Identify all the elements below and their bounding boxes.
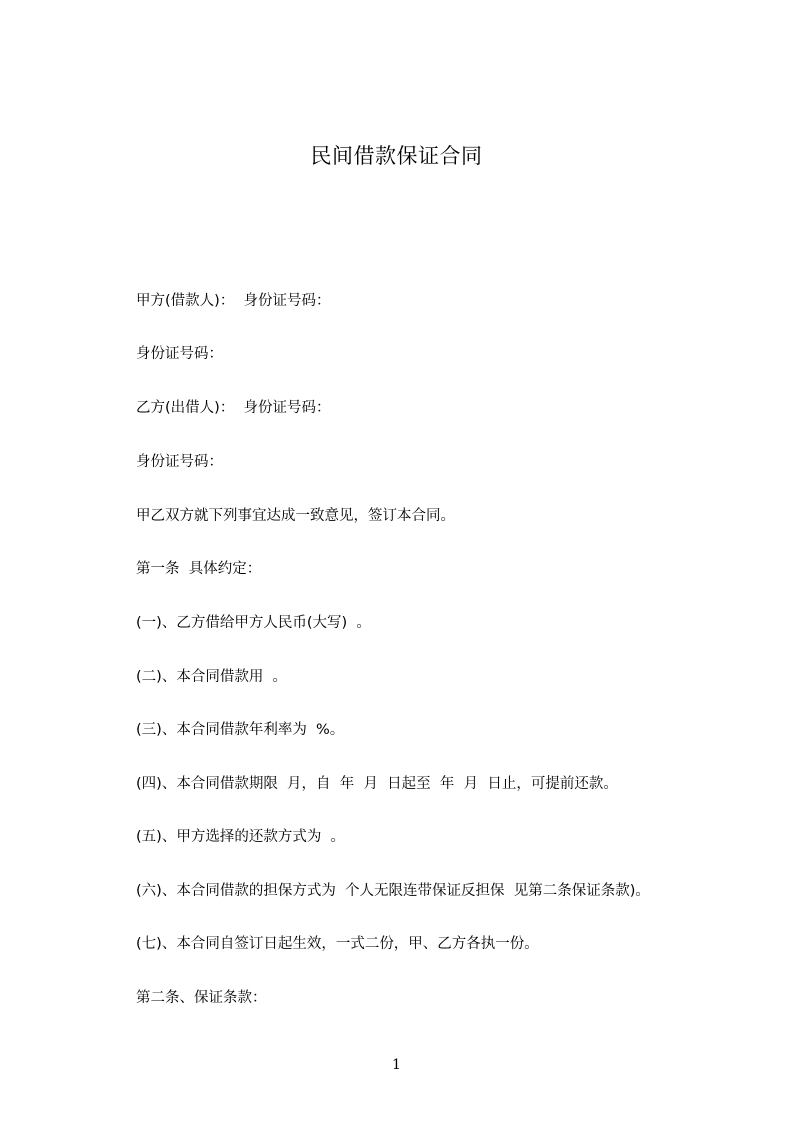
clause-1: (一)、乙方借给甲方人民币(大写) 。 xyxy=(136,615,371,631)
article-two-heading: 第二条、保证条款： xyxy=(136,990,267,1006)
page-number: 1 xyxy=(392,1057,401,1073)
agreement-intro: 甲乙双方就下列事宜达成一致意见，签订本合同。 xyxy=(136,508,455,524)
party-a-id-line: 身份证号码： xyxy=(136,346,223,362)
clause-4: (四)、本合同借款期限 月，自 年 月 日起至 年 月 日止，可提前还款。 xyxy=(136,776,618,792)
clause-7: (七)、本合同自签订日起生效，一式二份，甲、乙方各执一份。 xyxy=(136,936,539,952)
clause-6: (六)、本合同借款的担保方式为 个人无限连带保证反担保 见第二条保证条款)。 xyxy=(136,883,650,899)
party-b-line: 乙方(出借人)： 身份证号码： xyxy=(136,400,331,416)
party-b-id-line: 身份证号码： xyxy=(136,454,223,470)
clause-5: (五)、甲方选择的还款方式为 。 xyxy=(136,829,346,845)
document-title: 民间借款保证合同 xyxy=(310,144,483,168)
party-a-line: 甲方(借款人)： 身份证号码： xyxy=(136,293,331,309)
clause-2: (二)、本合同借款用 。 xyxy=(136,669,288,685)
article-one-heading: 第一条 具体约定： xyxy=(136,561,262,577)
clause-3: (三)、本合同借款年利率为 %。 xyxy=(136,722,345,738)
